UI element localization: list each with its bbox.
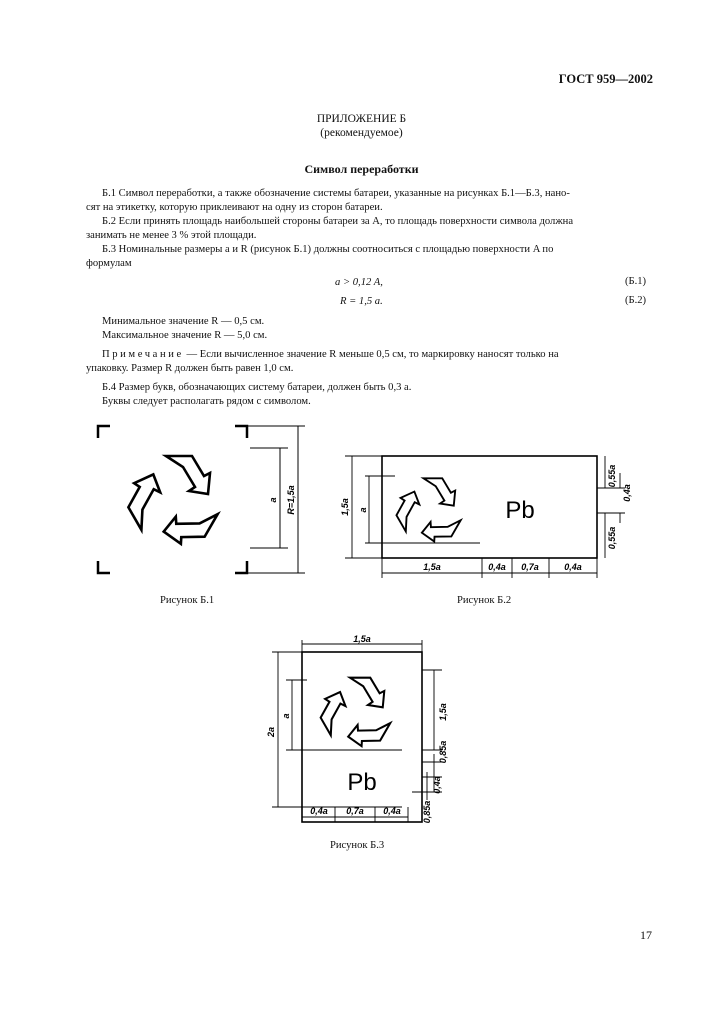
- dim-04a-second: 0,4a: [383, 806, 401, 816]
- paragraph-b1-line1: Б.1 Символ переработки, а также обозначение системы батареи, указанные на рисунках Б.1—Б.3, нано-: [102, 188, 570, 199]
- dim-2a: 2a: [266, 726, 276, 738]
- paragraph-b3-line2: формулам: [86, 258, 132, 269]
- dim-15a-right: 1,5a: [438, 703, 448, 721]
- dim-04a-second: 0,4a: [564, 562, 582, 572]
- dim-a: a: [281, 713, 291, 719]
- recycle-icon: [390, 478, 461, 547]
- standard-header: ГОСТ 959—2002: [558, 72, 653, 86]
- battery-letters: Pb: [347, 769, 377, 796]
- figure-b1-caption: Рисунок Б.1: [160, 595, 215, 606]
- figure-b2: [335, 448, 635, 588]
- note-label: Примечание: [102, 349, 184, 360]
- paragraph-b4-line1: Б.4 Размер букв, обозначающих систему батареи, должен быть 0,3 a.: [102, 382, 412, 393]
- recycle-icon: [119, 456, 217, 552]
- dim-055a-bottom: 0,55a: [607, 526, 617, 550]
- formula-b1: a > 0,12 A,: [335, 277, 383, 288]
- dim-07a: 0,7a: [521, 562, 539, 572]
- crop-marks: [98, 426, 247, 573]
- paragraph-b2-line1: Б.2 Если принять площадь наибольшей стороны батареи за A, то площадь поверхности символа должна: [102, 216, 574, 227]
- formula-b2-number: (Б.2): [625, 295, 647, 306]
- appendix-title: ПРИЛОЖЕНИЕ Б: [316, 113, 407, 125]
- paragraph-b4-line2: Буквы следует располагать рядом с символом.: [102, 396, 311, 407]
- page-number: 17: [640, 928, 652, 942]
- min-value: Минимальное значение R — 0,5 см.: [102, 316, 265, 327]
- dim-055a-top: 0,55a: [607, 464, 617, 488]
- dim-15a-top: 1,5a: [353, 634, 371, 644]
- paragraph-b3-line1: Б.3 Номинальные размеры a и R (рисунок Б.1) должны соотноситься с площадью поверхности A по: [102, 244, 554, 255]
- figure-b2-caption: Рисунок Б.2: [457, 595, 512, 606]
- figure-b3: [262, 632, 452, 832]
- dim-r-label: R=1,5a: [286, 485, 296, 515]
- dim-04a-right: 0,4a: [432, 776, 442, 794]
- dimension-lines: [345, 456, 625, 578]
- dim-07a: 0,7a: [346, 806, 364, 816]
- note-line2: упаковку. Размер R должен быть равен 1,0 см.: [86, 363, 294, 374]
- note-line1: [102, 348, 559, 363]
- dim-a-vertical: a: [358, 507, 368, 513]
- dim-a-label: a: [268, 497, 278, 503]
- dim-04a-right: 0,4a: [622, 484, 632, 502]
- dim-085a-top: 0,85a: [438, 740, 448, 764]
- paragraph-b2-line2: занимать не менее 3 % этой площади.: [86, 230, 257, 241]
- note-text: — Если вычисленное значение R меньше 0,5 см, то маркировку наносят только на: [186, 349, 559, 360]
- figure-b3-caption: Рисунок Б.3: [330, 840, 385, 851]
- figure-b1: [90, 418, 320, 583]
- dim-04a-first: 0,4a: [310, 806, 328, 816]
- battery-letters: Pb: [505, 497, 535, 524]
- appendix-subtitle: (рекомендуемое): [320, 127, 403, 139]
- dim-04a-first: 0,4a: [488, 562, 506, 572]
- max-value: Максимальное значение R — 5,0 см.: [102, 330, 268, 341]
- dim-15a-horizontal: 1,5a: [423, 562, 441, 572]
- section-title: Символ переработки: [304, 162, 419, 176]
- recycle-icon: [314, 678, 391, 753]
- formula-b1-number: (Б.1): [625, 276, 647, 287]
- paragraph-b1-line2: сят на этикетку, которую приклеивают на одну из сторон батареи.: [86, 202, 383, 213]
- dim-085a-bottom: 0,85a: [422, 800, 432, 824]
- dim-15a-vertical: 1,5a: [340, 498, 350, 516]
- formula-b2: R = 1,5 a.: [340, 296, 383, 307]
